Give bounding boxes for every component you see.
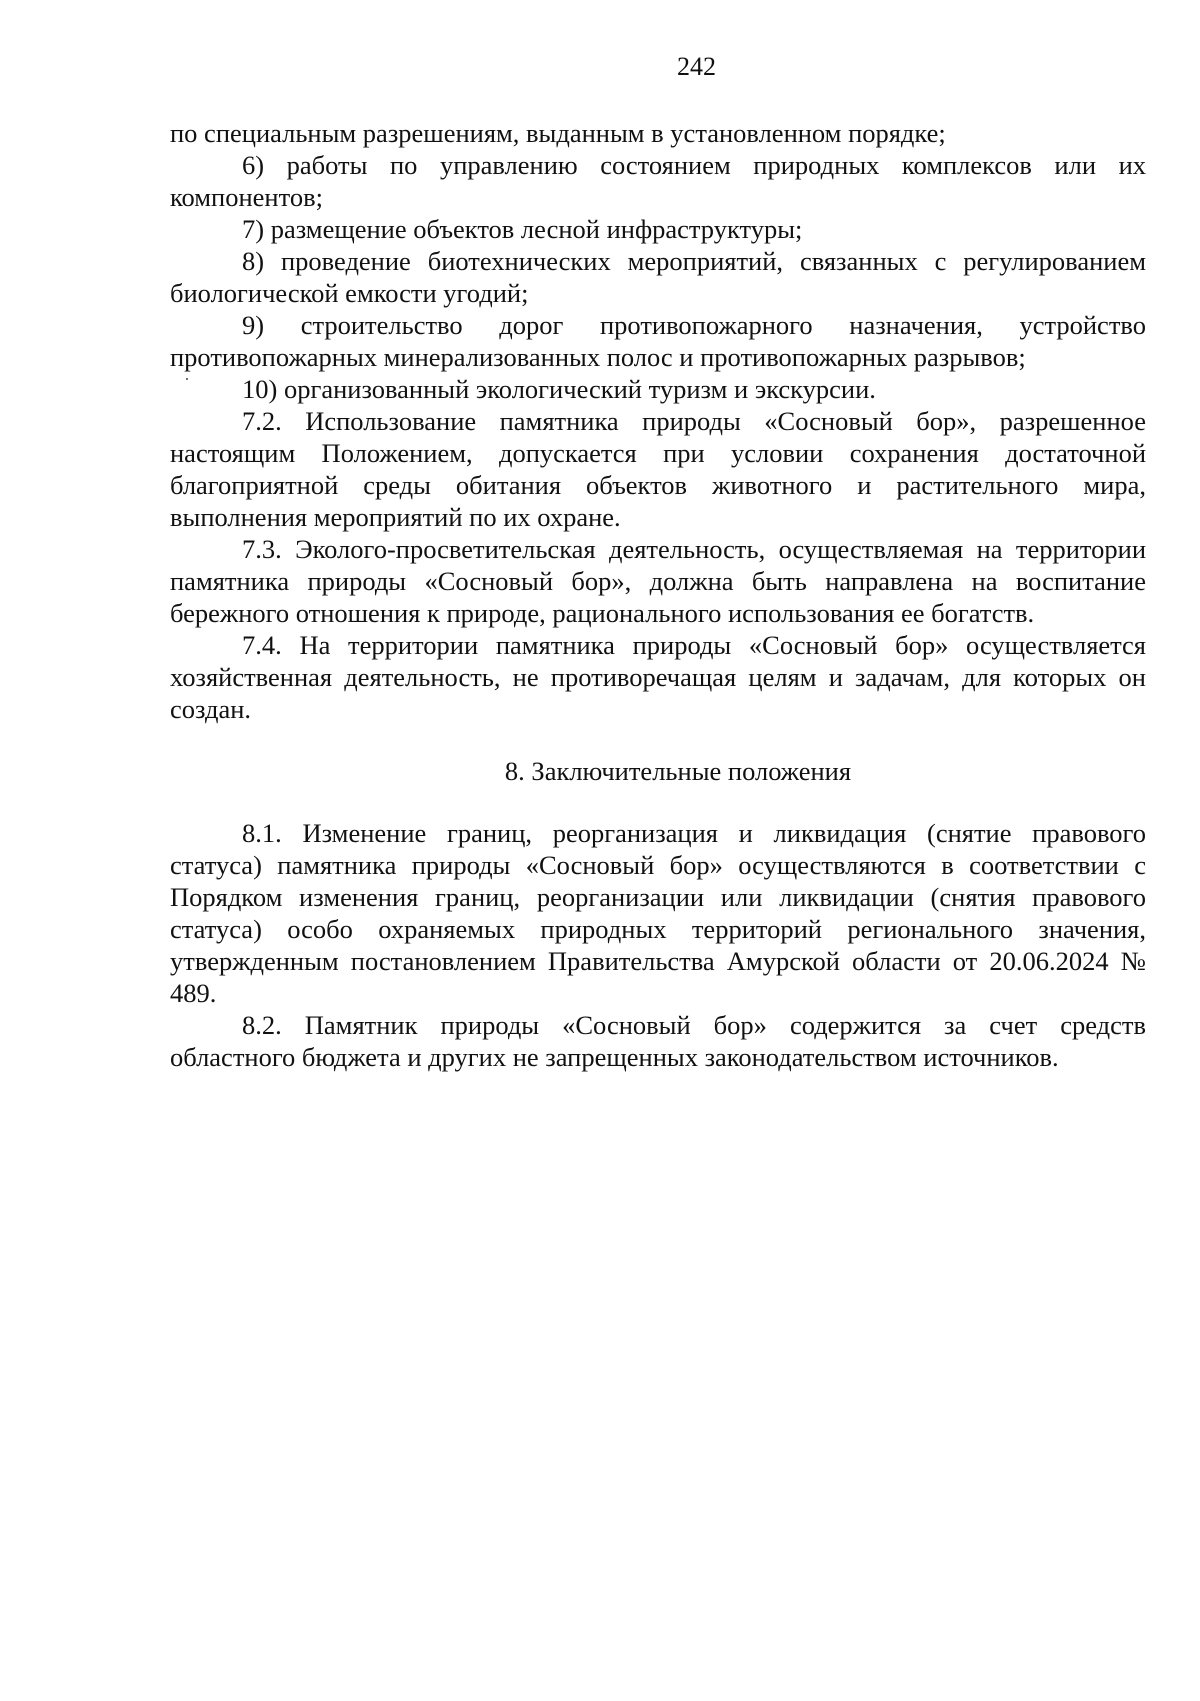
paragraph-continuation: по специальным разрешениям, выданным в установленном порядке; [170, 118, 946, 148]
list-item-8: 8) проведение биотехнических мероприятий, связанных с регулированием биологической емкости угодий; [170, 246, 1146, 308]
clause-8-2: 8.2. Памятник природы «Сосновый бор» содержится за счет средств областного бюджета и других не запрещенных законодательством источников. [170, 1010, 1146, 1072]
page-number: 242 [677, 52, 716, 81]
list-item-7: 7) размещение объектов лесной инфраструктуры; [242, 214, 803, 244]
clause-8-1: 8.1. Изменение границ, реорганизация и ликвидация (снятие правового статуса) памятника природы «Сосновый бор» осуществляются в соответствии с Порядком изменения границ, реорганизации или ликвидации (снятия правового статуса) особо охраняемых природных территорий регионального значения, утвержденным постановлением Правительства Амурской области от 20.06.2024 № 489. [170, 818, 1146, 1008]
clause-7-3: 7.3. Эколого-просветительская деятельность, осуществляемая на территории памятника природы «Сосновый бор», должна быть направлена на воспитание бережного отношения к природе, рационального использования ее богатств. [170, 534, 1146, 628]
clause-7-4: 7.4. На территории памятника природы «Сосновый бор» осуществляется хозяйственная деятельность, не противоречащая целям и задачам, для которых он создан. [170, 630, 1146, 724]
list-item-9: 9) строительство дорог противопожарного назначения, устройство противопожарных минерализованных полос и противопожарных разрывов; [170, 310, 1146, 372]
list-item-10: 10) организованный экологический туризм и экскурсии. [242, 374, 876, 404]
clause-7-2: 7.2. Использование памятника природы «Сосновый бор», разрешенное настоящим Положением, допускается при условии сохранения достаточной благоприятной среды обитания объектов животного и растительного мира, выполнения мероприятий по их охране. [170, 406, 1146, 532]
section-heading: 8. Заключительные положения [504, 756, 852, 786]
list-item-6: 6) работы по управлению состоянием природных комплексов или их компонентов; [170, 150, 1146, 212]
document-body [170, 117, 1146, 1073]
